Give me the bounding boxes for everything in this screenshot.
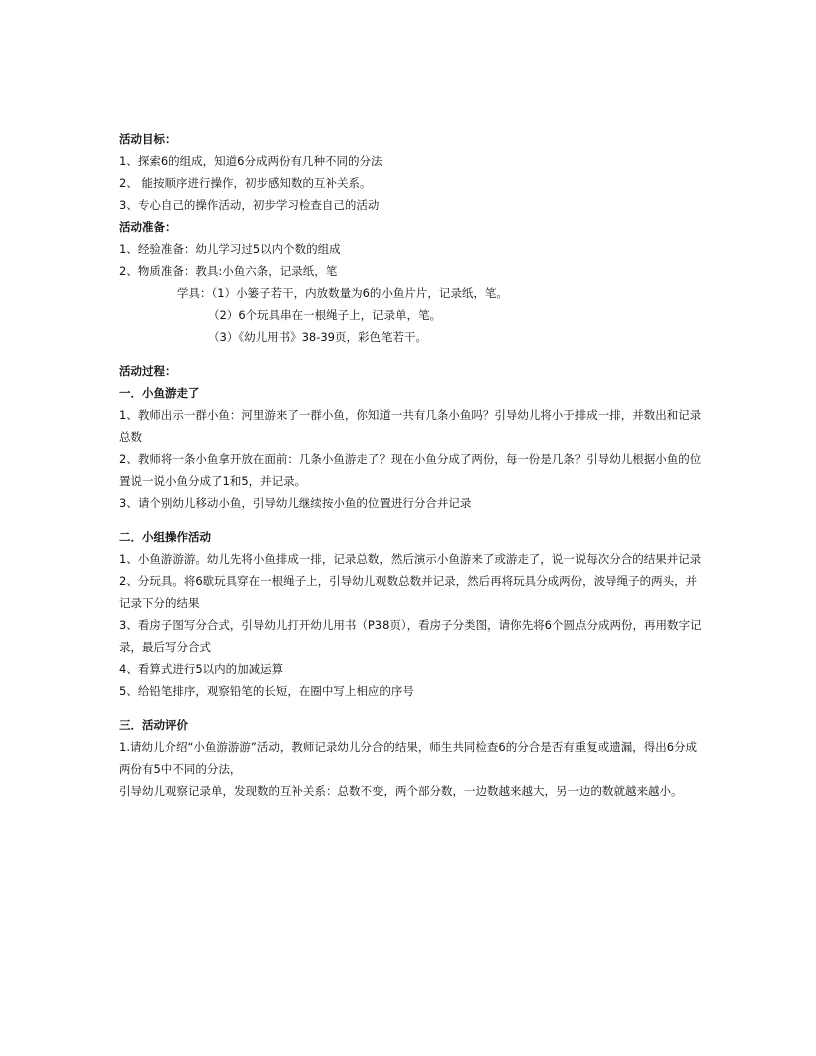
section1-heading: 一．小鱼游走了 <box>119 386 200 400</box>
prep-tool-3: （3）《幼儿用书》38-39页，彩色笔若干。 <box>208 330 427 344</box>
section2-item-1: 1、小鱼游游游。幼儿先将小鱼排成一排，记录总数，然后演示小鱼游来了或游走了，说一说每次分合的结果并记录 <box>119 552 702 566</box>
section3-item-1: 1.请幼儿介绍“小鱼游游游”活动，教师记录幼儿分合的结果，师生共同检查6的分合是否有重复或遗漏，得出6分成两份有5中不同的分法， <box>119 740 698 776</box>
goal-item-2: 2、 能按顺序进行操作，初步感知数的互补关系。 <box>119 176 372 190</box>
document-page <box>119 128 704 802</box>
section2-item-5: 5、给铅笔排序，观察铅笔的长短，在圈中写上相应的序号 <box>119 684 414 698</box>
section2-heading: 二．小组操作活动 <box>119 530 211 544</box>
prep-tool-1: 学具：（1）小篓子若干，内放数量为6的小鱼片片，记录纸，笔。 <box>177 286 508 300</box>
section3-heading: 三．活动评价 <box>119 718 188 732</box>
section2-item-4: 4、看算式进行5以内的加减运算 <box>119 662 284 676</box>
section2-item-2: 2、分玩具。将6歇玩具穿在一根绳子上，引导幼儿观数总数并记录，然后再将玩具分成两份，波导绳子的两头，并记录下分的结果 <box>119 574 698 610</box>
goal-item-3: 3、专心自己的操作活动，初步学习检查自己的活动 <box>119 198 380 212</box>
section3-item-2: 引导幼儿观察记录单，发现数的互补关系：总数不变，两个部分数，一边数越来越大，另一边的数就越来越小。 <box>119 784 683 798</box>
section1-item-1: 1、教师出示一群小鱼：河里游来了一群小鱼，你知道一共有几条小鱼吗？引导幼儿将小于排成一排，并数出和记录总数 <box>119 408 702 444</box>
prep-item-1: 1、经验准备：幼儿学习过5以内个数的组成 <box>119 242 341 256</box>
goals-heading: 活动目标： <box>119 132 177 146</box>
prep-tool-2: （2）6个玩具串在一根绳子上，记录单，笔。 <box>208 308 442 322</box>
section1-item-3: 3、请个别幼儿移动小鱼，引导幼儿继续按小鱼的位置进行分合并记录 <box>119 496 472 510</box>
section2-item-3: 3、看房子图写分合式，引导幼儿打开幼儿用书（P38页），看房子分类图，请你先将6个圆点分成两份，再用数字记录，最后写分合式 <box>119 618 702 654</box>
prep-item-2: 2、物质准备：教具:小鱼六条，记录纸，笔 <box>119 264 338 278</box>
goal-item-1: 1、探索6的组成，知道6分成两份有几种不同的分法 <box>119 154 383 168</box>
process-heading: 活动过程： <box>119 364 177 378</box>
section1-item-2: 2、教师将一条小鱼拿开放在面前：几条小鱼游走了？现在小鱼分成了两份，每一份是几条？引导幼儿根据小鱼的位置说一说小鱼分成了1和5，并记录。 <box>119 452 702 488</box>
prep-heading: 活动准备： <box>119 220 177 234</box>
